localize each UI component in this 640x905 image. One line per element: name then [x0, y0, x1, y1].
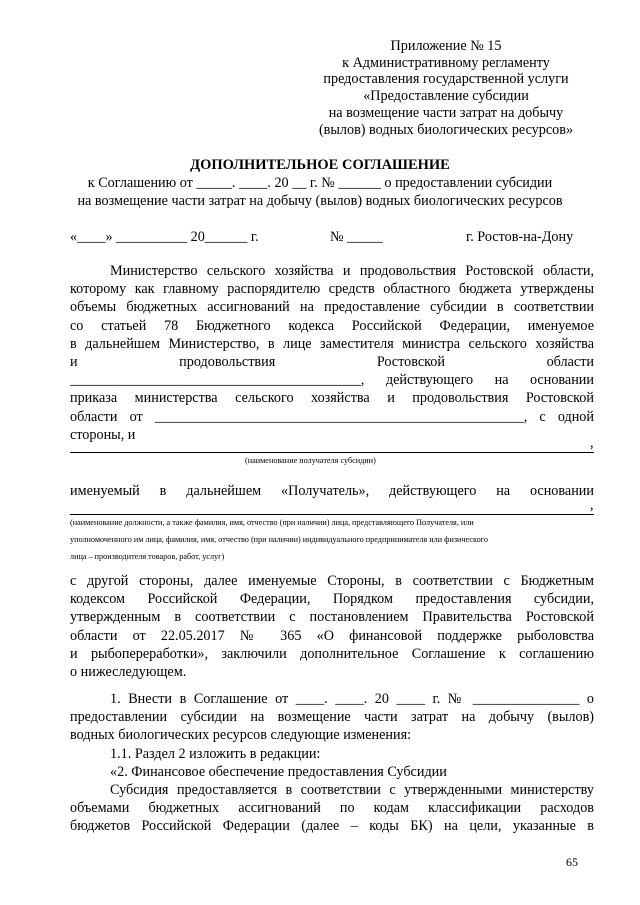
text-line: и продовольствия Ростовской области	[70, 354, 594, 371]
text-line: приказа министерства сельского хозяйства и продовольствия Ростовской	[70, 390, 594, 407]
recipient-comma: ,	[590, 435, 594, 451]
subtitle-line: к Соглашению от _____. ____. 20 __ г. № ______ о предоставлении субсидии	[87, 175, 553, 191]
text-line: предоставлении субсидии на возмещение части затрат на добычу (вылов)	[70, 709, 594, 726]
text-line: с другой стороны, далее именуемые Стороны, в соответствии с Бюджетным	[70, 573, 594, 589]
text-line: и рыбопереработки», заключили дополнительное Соглашение к соглашению	[70, 645, 594, 662]
text-line: о нижеследующем.	[70, 664, 187, 681]
named-paragraph	[70, 482, 594, 500]
text-line: Министерство сельского хозяйства и продовольствия Ростовской области,	[110, 263, 594, 279]
text-line: именуемый в дальнейшем «Получатель», действующего на основании	[70, 483, 594, 499]
text-line: «2. Финансовое обеспечение предоставления Субсидии	[110, 763, 447, 780]
subtitle-line: на возмещение части затрат на добычу (вылов) водных биологических ресурсов	[77, 192, 563, 209]
text-line: которому как главному распорядителю средств областного бюджета утверждены	[70, 281, 594, 298]
appendix-line: Приложение № 15	[390, 38, 502, 54]
preamble-paragraph	[70, 262, 594, 444]
date-field: «____» __________ 20______ г.	[70, 229, 259, 245]
text-line: со статьей 78 Бюджетного кодекса Российской Федерации, именуемое	[70, 317, 594, 334]
text-line: области от ____________________________________________________, с одной	[70, 408, 594, 425]
representative-comma: ,	[590, 497, 594, 513]
appendix-line: к Административному регламенту	[342, 54, 550, 71]
recipient-caption: (наименование получателя субсидии)	[245, 456, 376, 465]
document-subtitle	[0, 175, 640, 210]
number-field: № _____	[330, 229, 383, 245]
text-line: в дальнейшем Министерство, в лице заместителя министра сельского хозяйства	[70, 335, 594, 352]
text-line: кодексом Российской Федерации, Порядком предоставления субсидии,	[70, 591, 594, 608]
representative-caption: лица – производителя товаров, работ, услуг)	[70, 552, 225, 561]
text-line: Субсидия предоставляется в соответствии с утвержденными министерству	[110, 782, 594, 799]
appendix-line: на возмещение части затрат на добычу	[328, 104, 564, 121]
page-number: 65	[566, 855, 578, 869]
parties-paragraph	[70, 572, 594, 681]
text-line: объемами бюджетных ассигнований по кодам классификации расходов	[70, 800, 594, 817]
text-line: объемы бюджетных ассигнований на предоставление субсидии в соответствии	[70, 299, 594, 316]
document-title: ДОПОЛНИТЕЛЬНОЕ СОГЛАШЕНИЕ	[190, 157, 450, 173]
recipient-blank-line	[70, 452, 594, 453]
clause-1	[70, 690, 594, 836]
text-line: стороны, и	[70, 426, 136, 443]
text-line: _________________________________________, действующего на основании	[70, 372, 594, 389]
appendix-line: (вылов) водных биологических ресурсов»	[318, 121, 574, 138]
text-line: бюджетов Российской Федерации (далее – коды БК) на цели, указанные в	[70, 818, 594, 835]
text-line: утвержденным в соответствии с постановлением Правительства Ростовской	[70, 609, 594, 626]
text-line: 1. Внести в Соглашение от ____. ____. 20 ____ г. № _______________ о	[110, 691, 594, 707]
appendix-header	[300, 38, 592, 138]
city: г. Ростов-на-Дону	[466, 229, 574, 245]
text-line: области от 22.05.2017 № 365 «О финансовой поддержке рыболовства	[70, 627, 594, 644]
appendix-line: «Предоставление субсидии	[363, 88, 529, 105]
text-line: 1.1. Раздел 2 изложить в редакции:	[110, 745, 321, 762]
appendix-line: предоставления государственной услуги	[323, 71, 569, 88]
representative-blank-line	[70, 514, 594, 515]
text-line: водных биологических ресурсов следующие изменения:	[70, 727, 412, 744]
representative-caption: уполномоченного им лица, фамилия, имя, отчество (при наличии) индивидуального предпринимателя или физического	[70, 535, 488, 544]
representative-caption: (наименование должности, а также фамилия, имя, отчество (при наличии) лица, представляющего Получателя, или	[70, 518, 474, 527]
